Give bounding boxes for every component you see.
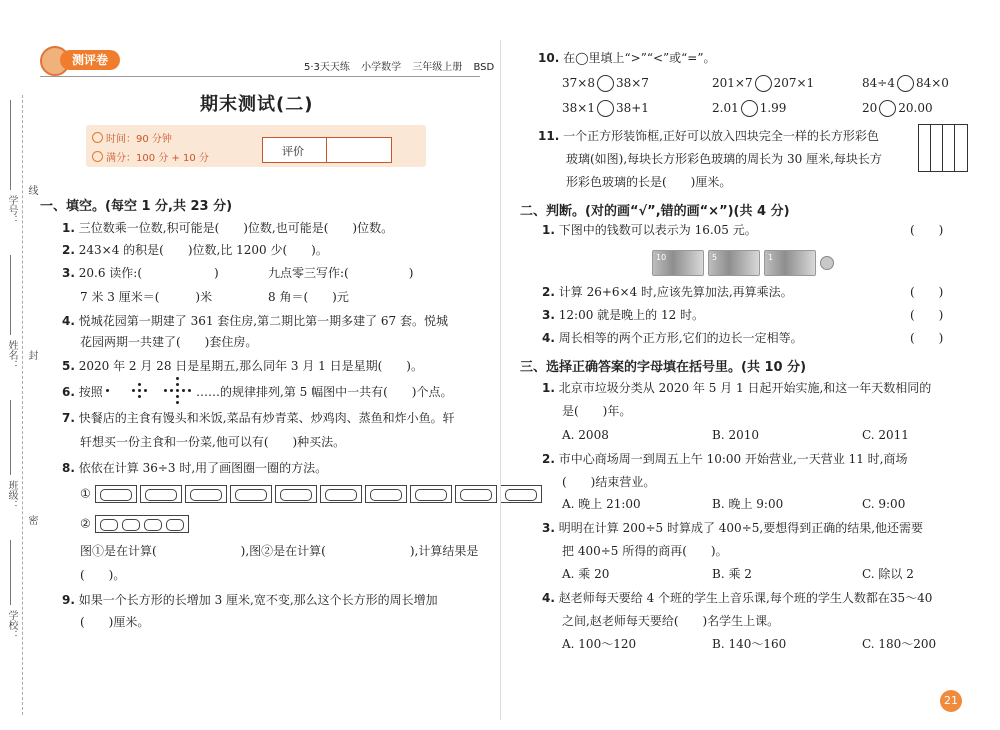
s1-q3: 3. 20.6 读作:( ): [62, 266, 219, 280]
banknote-1: 1: [764, 250, 816, 276]
column-divider: [500, 40, 501, 720]
s2-q2: 2. 计算 26+6×4 时,应该先算加法,再算乘法。: [542, 285, 793, 299]
cut-line: [22, 95, 23, 715]
s2-q3: 3. 12:00 就是晚上的 12 时。: [542, 308, 705, 322]
exam-time: 时间：90 分钟: [106, 134, 172, 145]
q10-item-2: 201×7 207×1: [712, 76, 815, 90]
q10-item-3: 84÷4 84×0: [862, 76, 949, 90]
s3-q3-opt-a: A. 乘 20: [562, 567, 610, 581]
s1-q8: 8. 依依在计算 36÷3 时,用了画图圈一圈的方法。: [62, 461, 328, 475]
edition: BSD: [473, 62, 495, 73]
margin-label-feng: 封: [26, 350, 37, 360]
s3-q1-b: 是( )年。: [562, 404, 632, 418]
money-figure: [652, 250, 834, 276]
s3-q1-opt-c: C. 2011: [862, 428, 909, 442]
margin-label-xuehao: 学号：: [6, 195, 17, 225]
clock-icon: [92, 132, 103, 143]
margin-label-xuexiao: 学校：: [6, 610, 17, 640]
eval-divider: [326, 137, 327, 163]
section3-title: 三、选择正确答案的字母填在括号里。(共 10 分): [520, 360, 807, 375]
s3-q4-opt-a: A. 100～120: [562, 637, 637, 651]
s1-q11: 11. 一个正方形装饰框,正好可以放入四块完全一样的长方形彩色: [538, 129, 879, 143]
s3-q2: 2. 市中心商场周一到周五上午 10:00 开始营业,一天营业 11 时,商场: [542, 452, 908, 466]
margin-label-mi: 密: [26, 515, 37, 525]
s1-q6-b: ……的规律排列,第 5 幅图中一共有( )个点。: [196, 385, 453, 399]
section1-title: 一、填空。(每空 1 分,共 23 分): [40, 199, 233, 214]
margin-line: [10, 255, 11, 335]
s2-q4: 4. 周长相等的两个正方形,它们的边长一定相等。: [542, 331, 803, 345]
s1-q2: 2. 243×4 的积是( )位数,比 1200 少( )。: [62, 243, 328, 257]
s3-q3: 3. 明明在计算 200÷5 时算成了 400÷5,要想得到正确的结果,他还需要: [542, 521, 924, 535]
s3-q2-opt-b: B. 晚上 9:00: [712, 497, 784, 511]
q10-item-1: 37×8 38×7: [562, 76, 649, 90]
page-title: 期末测试(二): [200, 94, 314, 115]
s3-q2-opt-c: C. 9:00: [862, 497, 906, 511]
s3-q1: 1. 北京市垃圾分类从 2020 年 5 月 1 日起开始实施,和这一年天数相同的: [542, 381, 932, 395]
banknote-10: 10: [652, 250, 704, 276]
s1-q4: 4. 悦城花园第一期建了 361 套住房,第二期比第一期多建了 67 套。悦城: [62, 314, 448, 328]
s1-q8-line1: 图①是在计算( ),图②是在计算( ),计算结果是: [80, 544, 479, 558]
s1-q5: 5. 2020 年 2 月 28 日是星期五,那么同年 3 月 1 日是星期( )。: [62, 359, 423, 373]
s3-q2-b: ( )结束营业。: [562, 475, 656, 489]
subject: 小学数学: [361, 62, 402, 73]
q8-diagram-2: ②: [80, 515, 192, 533]
s1-q9: 9. 如果一个长方形的长增加 3 厘米,宽不变,那么这个长方形的周长增加: [62, 593, 438, 607]
s1-q4-b: 花园两期一共建了( )套住房。: [80, 335, 258, 349]
q10-item-4: 38×1 38+1: [562, 101, 649, 115]
s1-q3-d: 8 角＝( )元: [268, 290, 349, 304]
s3-q4: 4. 赵老师每天要给 4 个班的学生上音乐课,每个班的学生人数都在35～40: [542, 591, 933, 605]
page-number: 21: [940, 690, 962, 712]
s3-q1-opt-a: A. 2008: [562, 428, 609, 442]
s1-q8-line2: ( )。: [80, 568, 126, 582]
q8-diagram-1: ①: [80, 485, 545, 503]
section2-title: 二、判断。(对的画“√”,错的画“×”)(共 4 分): [520, 204, 790, 219]
s2-q4-paren: ( ): [910, 331, 944, 345]
exam-score: 满分：100 分 + 10 分: [106, 153, 209, 164]
badge: 测评卷: [60, 50, 120, 70]
q10-item-6: 20 20.00: [862, 101, 933, 115]
check-icon: [92, 151, 103, 162]
s3-q3-opt-c: C. 除以 2: [862, 567, 914, 581]
q10-item-5: 2.01 1.99: [712, 101, 787, 115]
eval-label: 评价: [282, 145, 304, 158]
s3-q3-opt-b: B. 乘 2: [712, 567, 752, 581]
coin-icon: [820, 256, 834, 270]
margin-line: [10, 540, 11, 605]
s1-q7-b: 轩想买一份主食和一份菜,他可以有( )种买法。: [80, 435, 346, 449]
s1-q1: 1. 三位数乘一位数,积可能是( )位数,也可能是( )位数。: [62, 221, 394, 235]
s1-q9-b: ( )厘米。: [80, 615, 150, 629]
margin-line: [10, 100, 11, 190]
s2-q1: 1. 下图中的钱数可以表示为 16.05 元。: [542, 223, 757, 237]
s3-q4-opt-b: B. 140～160: [712, 637, 787, 651]
margin-label-xingming: 姓名：: [6, 340, 17, 370]
margin-label-xian: 线: [26, 185, 37, 195]
s2-q2-paren: ( ): [910, 285, 944, 299]
s3-q4-opt-c: C. 180～200: [862, 637, 937, 651]
header-rule: [40, 76, 480, 77]
s3-q4-b: 之间,赵老师每天要给( )名学生上课。: [562, 614, 780, 628]
s1-q3-c: 7 米 3 厘米＝( )米: [80, 290, 213, 304]
s1-q11-b: 玻璃(如图),每块长方形彩色玻璃的周长为 30 厘米,每块长方: [566, 152, 882, 166]
glass-frame-figure: [918, 124, 968, 172]
margin-line: [10, 400, 11, 475]
s1-q10: 10. 在◯里填上“>”“<”或“=”。: [538, 51, 716, 65]
banknote-5: 5: [708, 250, 760, 276]
s2-q3-paren: ( ): [910, 308, 944, 322]
s2-q1-paren: ( ): [910, 223, 944, 237]
s1-q7: 7. 快餐店的主食有馒头和米饭,菜品有炒青菜、炒鸡肉、蒸鱼和炸小鱼。轩: [62, 411, 455, 425]
header-info: [304, 58, 494, 73]
s1-q6: 6. 按照: [62, 385, 103, 399]
grade: 三年级上册: [412, 62, 463, 73]
s1-q3-b: 九点零三写作:( ): [268, 266, 414, 280]
margin-label-banji: 班级：: [6, 480, 17, 510]
s3-q1-opt-b: B. 2010: [712, 428, 759, 442]
s1-q11-c: 形彩色玻璃的长是( )厘米。: [566, 175, 732, 189]
s3-q2-opt-a: A. 晚上 21:00: [562, 497, 641, 511]
s3-q3-b: 把 400÷5 所得的商再( )。: [562, 544, 728, 558]
series: 5·3天天练: [304, 62, 350, 73]
